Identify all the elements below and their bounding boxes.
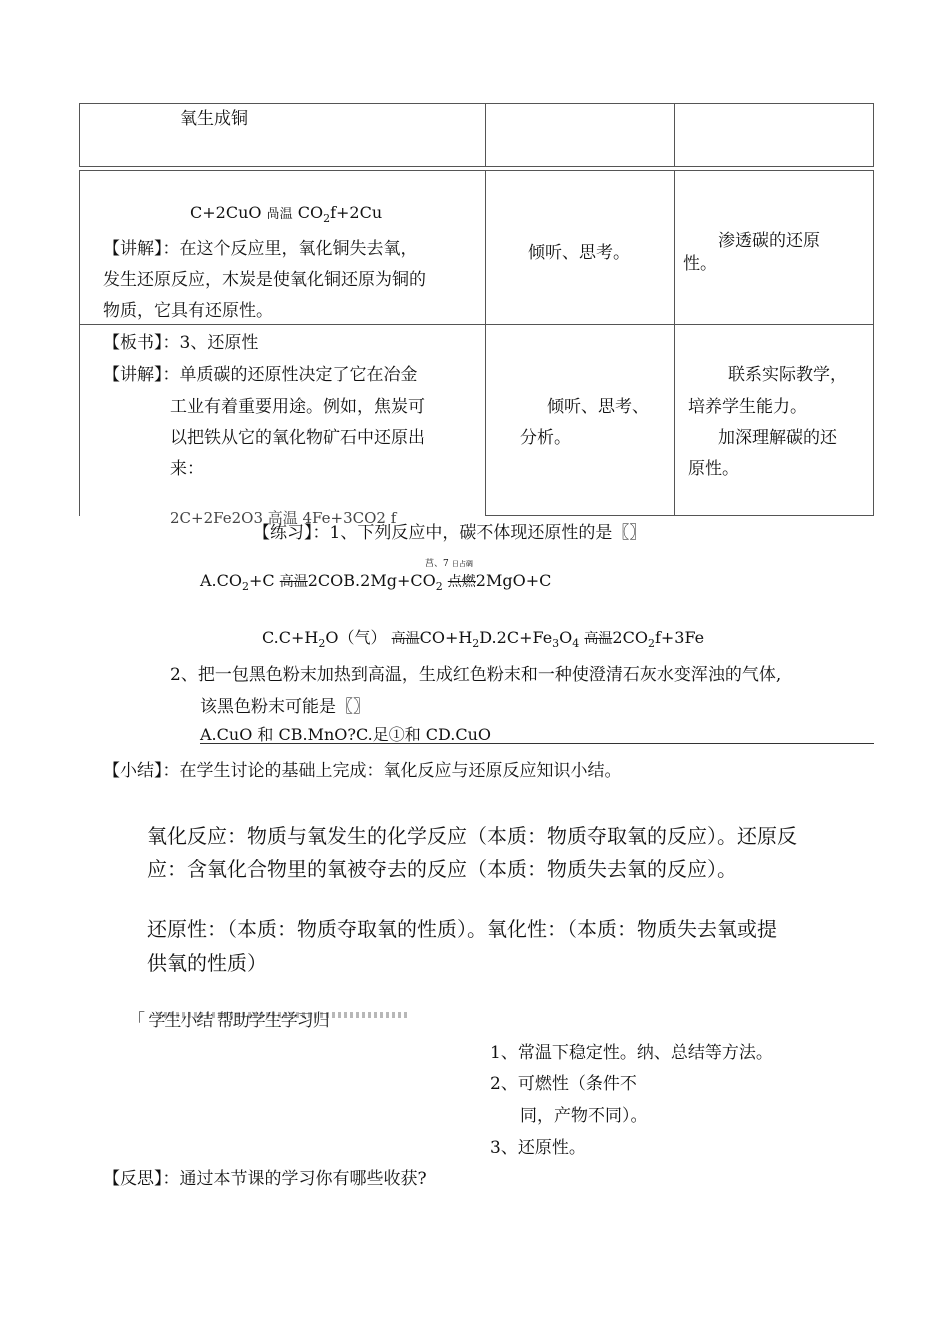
tiny-note: 莒、7 日占碉: [425, 559, 473, 569]
design-intent-2c: 加深理解碳的还: [718, 428, 837, 448]
condition-label: 咼温: [266, 207, 293, 222]
exercise-options-ab: $A.CO_2+C$ 高温$2COB.2Mg+CO_2$ 点燃2MgO+C: [200, 571, 552, 594]
explain-line-1: 【讲解】：在这个反应里，氧化铜失去氧，: [103, 239, 418, 259]
equation-carbon-copper-oxide: C+2CuO 咼温 $CO_2f+2Cu$: [190, 203, 383, 226]
table-cell-r1c3: [674, 103, 874, 167]
reflection: 【反思】：通过本节课的学习你有哪些收获?: [103, 1169, 427, 1189]
summary-item-2-line1: 2、可燃性（条件不: [490, 1074, 637, 1094]
student-activity-1: 倾听、思考。: [528, 243, 630, 263]
design-intent-2d: 原性。: [688, 459, 739, 479]
summary-paragraph-1-line1: 氧化反应：物质与氧发生的化学反应（本质：物质夺取氧的反应）。还原反: [147, 824, 797, 848]
summary-heading: 【小结】：在学生讨论的基础上完成：氧化反应与还原反应知识小结。: [103, 761, 622, 781]
explain2-line-1: 【讲解】：单质碳的还原性决定了它在冶金: [103, 365, 418, 385]
summary-item-3: 3、还原性。: [490, 1138, 586, 1158]
table-cell-r1c1: [79, 103, 486, 167]
explain2-line-3: 以把铁从它的氧化物矿石中还原出: [170, 428, 425, 448]
summary-paragraph-2-line1: 还原性：（本质：物质夺取氧的性质）。氧化性：（本质：物质失去氧或提: [147, 917, 777, 941]
garbled-overlap-text: 「 学生小结 帮助学生学习归: [128, 1011, 329, 1031]
clipped-equation: 2C+2Fe2O3 高温 4Fe+3CO2 f: [170, 509, 397, 527]
summary-item-2-line2: 同，产物不同）。: [520, 1106, 648, 1126]
summary-paragraph-1-line2: 应：含氧化合物里的氧被夺去的反应（本质：物质失去氧的反应）。: [147, 857, 737, 881]
exercise-question-2-line1: 2、把一包黑色粉末加热到高温，生成红色粉末和一种使澄清石灰水变浑浊的气体,: [170, 665, 782, 685]
design-intent-2b: 培养学生能力。: [688, 397, 807, 417]
explain2-line-2: 工业有着重要用途。例如，焦炭可: [170, 397, 425, 417]
divider-line: [200, 743, 874, 744]
explain-line-2: 发生还原反应，木炭是使氧化铜还原为铜的: [103, 270, 426, 290]
garbled-overlap-shadow: [158, 1012, 408, 1018]
exercise-question-1: 【练习】：1、下列反应中，碳不体现还原性的是〖〗: [253, 523, 647, 543]
exercise-question-2-options: A.CuO 和 CB.MnO?C.足①和 CD.CuO: [200, 725, 492, 744]
summary-item-1: 1、常温下稳定性。纳、总结等方法。: [490, 1043, 773, 1063]
design-intent-2a: 联系实际教学，: [728, 365, 847, 385]
table-cell-r1c2: [485, 103, 675, 167]
explain2-line-4: 来：: [170, 459, 204, 479]
exercise-question-2-line2: 该黑色粉末可能是〖〗: [200, 697, 370, 717]
explain-line-3: 物质，它具有还原性。: [103, 301, 273, 321]
design-intent-1b: 性。: [683, 254, 717, 274]
row1-text: 氧生成铜: [180, 109, 248, 129]
student-activity-2b: 分析。: [520, 428, 571, 448]
exercise-options-cd: $C.C+H_2O$（气） 高温$CO+H_2D.2C+Fe_3O_4$ 高温$2CO_2f+3Fe$: [262, 628, 705, 651]
student-activity-2a: 倾听、思考、: [547, 397, 649, 417]
design-intent-1a: 渗透碳的还原: [718, 231, 820, 251]
summary-paragraph-2-line2: 供氧的性质）: [147, 951, 267, 975]
board-note: 【板书】：3、还原性: [103, 333, 259, 353]
